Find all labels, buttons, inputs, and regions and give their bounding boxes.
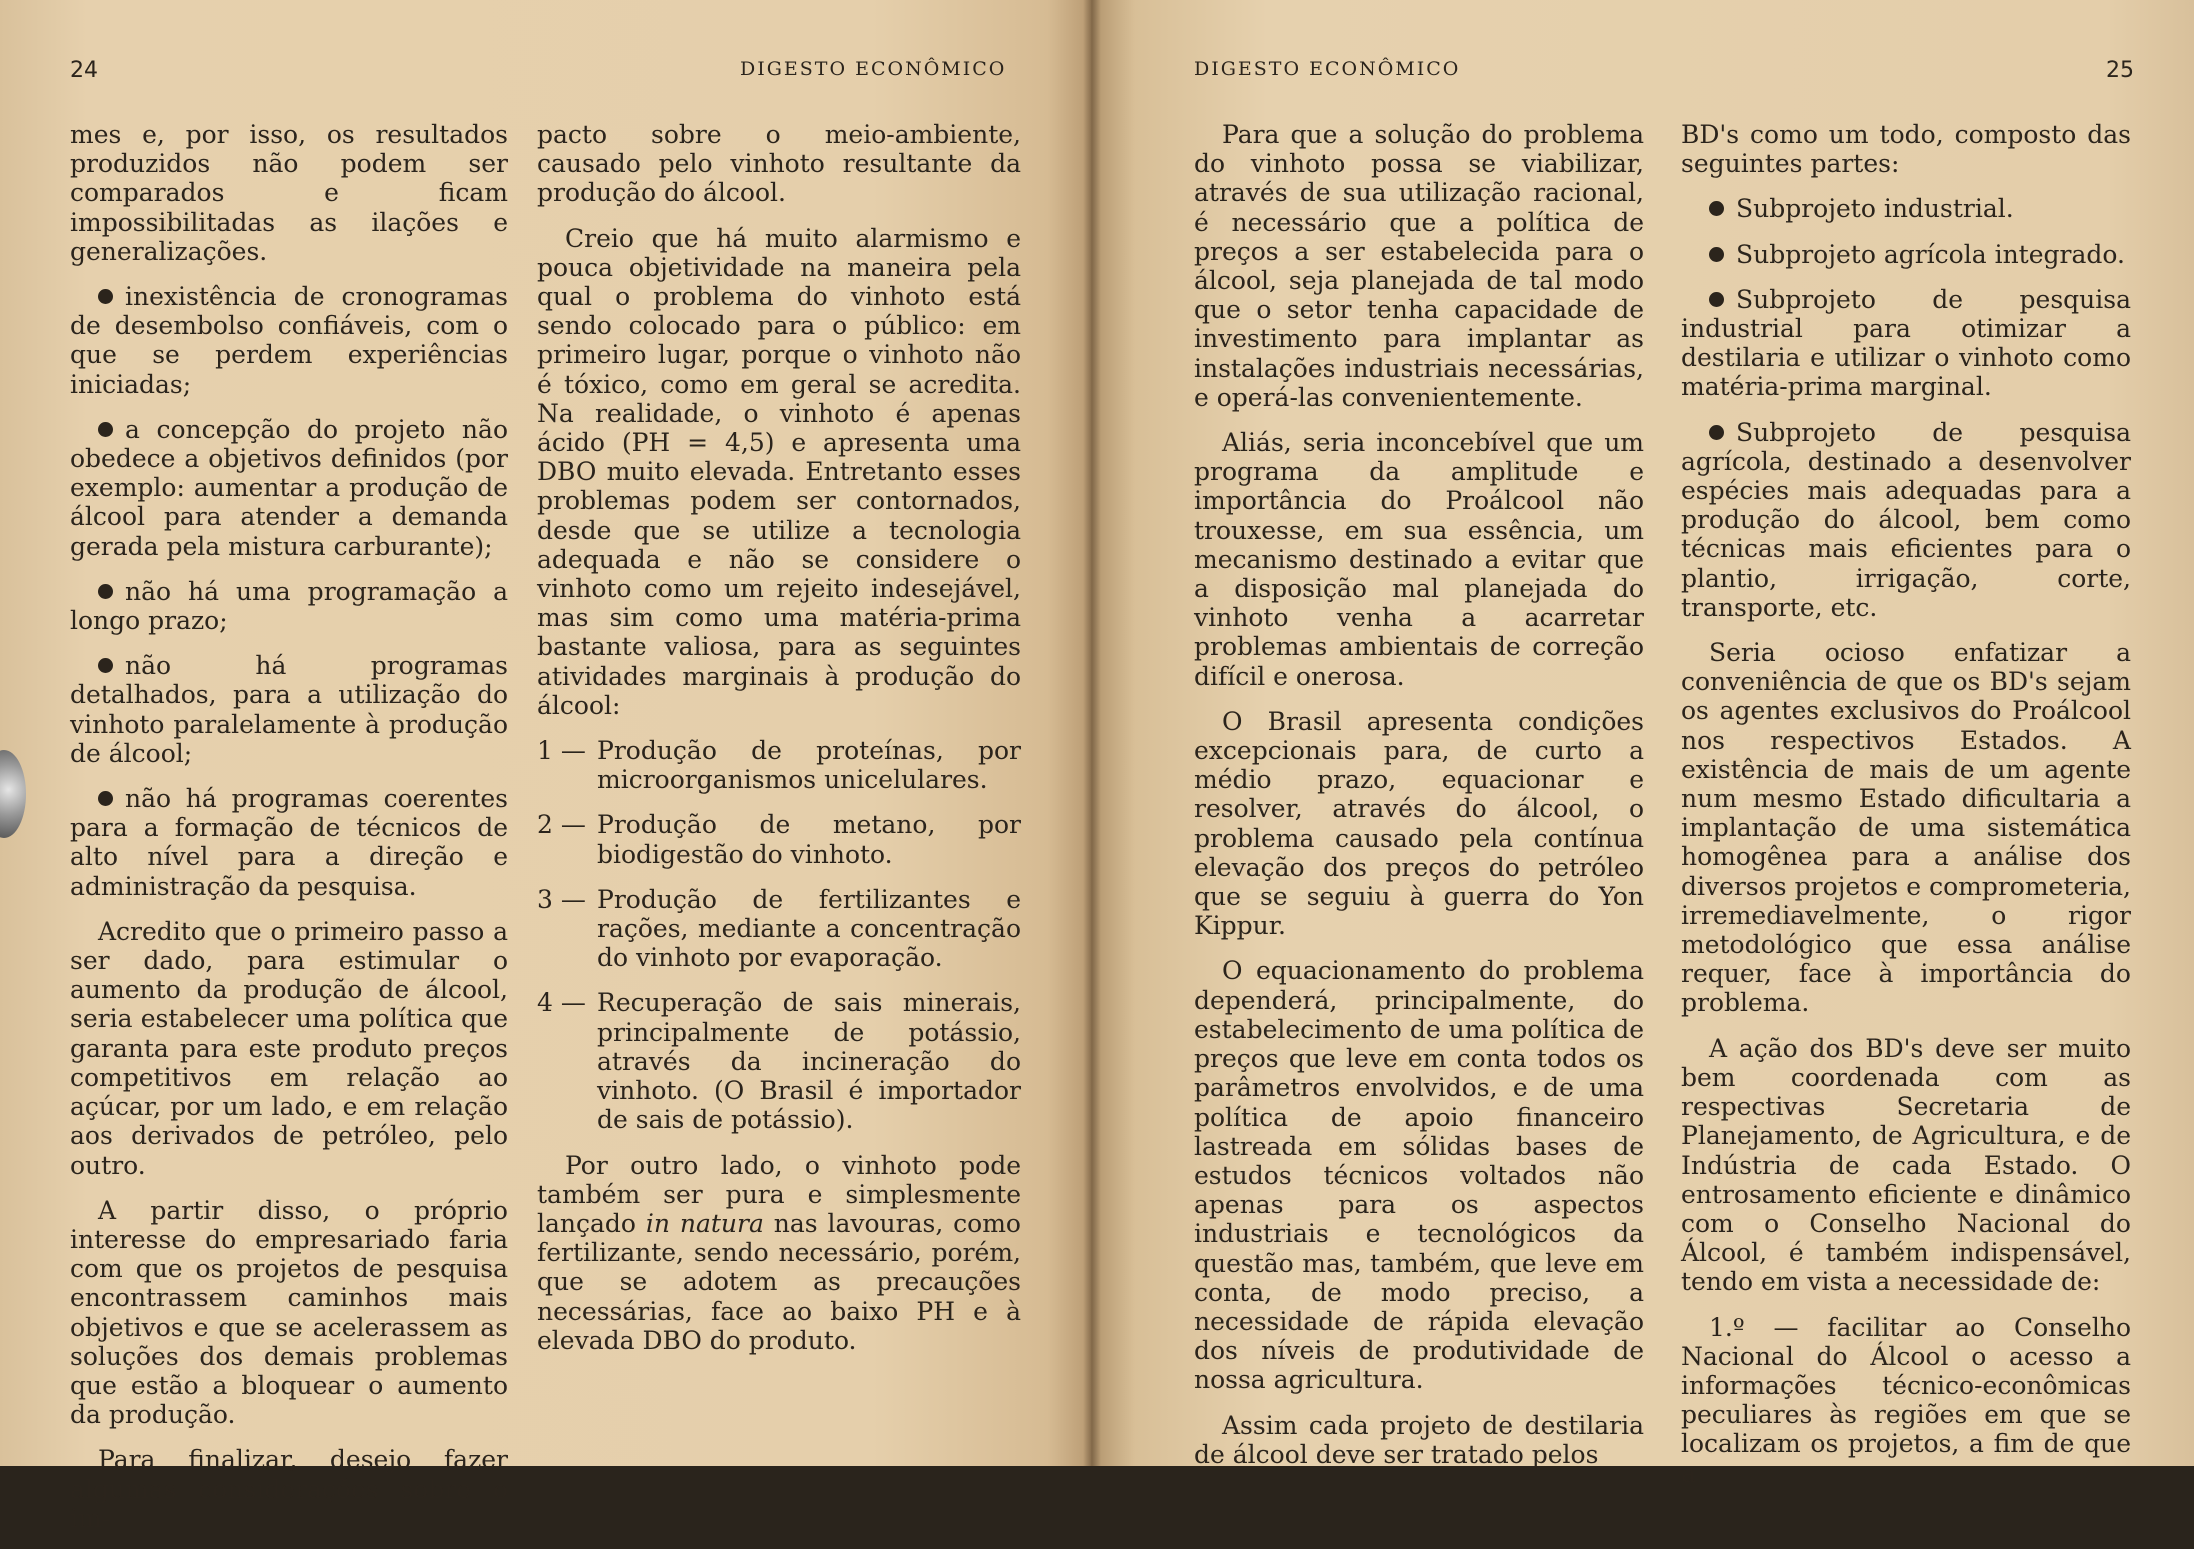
- right-running-title: DIGESTO ECONÔMICO: [1194, 58, 1461, 80]
- bullet-icon: [98, 289, 113, 304]
- item-text: Produção de metano, por biodigestão do vinhoto.: [597, 810, 1021, 869]
- bullet-item: não há programas coerentes para a formação de técnicos de alto nível para a direção e administração da pesquisa.: [70, 784, 508, 901]
- right-page-number: 25: [2106, 58, 2134, 83]
- numbered-item: [537, 736, 1021, 794]
- paragraph: 1.º — facilitar ao Conselho Nacional do Álcool o acesso a informações técnico-econômicas peculiares às regiões em que se localizam os projetos, a fim de que a: [1681, 1312, 2131, 1488]
- italic-term: in natura: [645, 1208, 764, 1238]
- item-text: Produção de fertilizantes e rações, mediante a concentração do vinhoto por evaporação.: [597, 884, 1021, 973]
- left-column-2: [537, 120, 1021, 1371]
- bullet-item: inexistência de cronogramas de desembolso confiáveis, com o que se perdem experiências iniciadas;: [70, 282, 508, 399]
- paragraph: Creio que há muito alarmismo e pouca objetividade na maneira pela qual o problema do vinhoto está sendo colocado para o público: em primeiro lugar, porque o vinhoto não é tóxico, como em geral se acredita. Na realidade, o vinhoto é apenas ácido (PH = 4,5) e apresenta uma DBO muito elevada. Entretanto esses problemas podem ser contornados, desde que se utilize a tecnologia adequada e não se considere o vinhoto como um rejeito indesejável, mas sim como uma matéria-prima bastante valiosa, para as seguintes atividades marginais à produção do álcool:: [537, 223, 1021, 720]
- item-text: Recuperação de sais minerais, principalmente de potássio, através da incineração do vinhoto. (O Brasil é importador de sais de potássio).: [597, 988, 1021, 1135]
- left-running-title: DIGESTO ECONÔMICO: [740, 58, 1007, 80]
- paragraph: Acredito que o primeiro passo a ser dado, para estimular o aumento da produção de álcool, seria estabelecer uma política que garanta para este produto preços competitivos em relação ao açúcar, por um lado, e em relação aos derivados de petróleo, pelo outro.: [70, 916, 508, 1180]
- item-number: 1 —: [537, 736, 586, 766]
- paragraph: A ação dos BD's deve ser muito bem coordenada com as respectivas Secretaria de Planejamento, de Agricultura, e de Indústria de cada Estado. O entrosamento eficiente e dinâmico com o Conselho Nacional do Álcool, é também indispensável, tendo em vista a necessidade de:: [1681, 1033, 2131, 1297]
- paragraph: Para que a solução do problema do vinhoto possa se viabilizar, através de sua utilização racional, é necessário que a política de preços a ser estabelecida para o álcool, seja planejada de tal modo que o setor tenha capacidade de investimento para implantar as instalações industriais necessárias, e operá-las convenientemente.: [1194, 120, 1644, 412]
- bullet-icon: [1709, 425, 1724, 440]
- bullet-item: não há programas detalhados, para a utilização do vinhoto paralelamente à produção de álcool;: [70, 651, 508, 768]
- bullet-icon: [98, 584, 113, 599]
- paragraph: O Brasil apresenta condições excepcionais para, de curto a médio prazo, equacionar e resolver, através do álcool, o problema causado pela contínua elevação dos preços do petróleo que se seguiu à guerra do Yon Kippur.: [1194, 706, 1644, 941]
- left-page: [0, 0, 1091, 1533]
- paragraph: pacto sobre o meio-ambiente, causado pelo vinhoto resultante da produção do álcool.: [537, 120, 1021, 208]
- left-page-number: 24: [70, 58, 98, 83]
- numbered-item: [537, 810, 1021, 868]
- bullet-item: Subprojeto de pesquisa industrial para otimizar a destilaria e utilizar o vinhoto como matéria-prima marginal.: [1681, 284, 2131, 402]
- paragraph: Aliás, seria inconcebível que um programa da amplitude e importância do Proálcool não trouxesse, em sua essência, um mecanismo destinado a evitar que a disposição mal planejada do vinhoto venha a acarretar problemas ambientais de correção difícil e onerosa.: [1194, 428, 1644, 691]
- paragraph: Assim cada projeto de destilaria de álcool deve ser tratado pelos: [1194, 1410, 1644, 1469]
- bullet-icon: [1709, 292, 1724, 307]
- bullet-icon: [1709, 201, 1724, 216]
- right-column-1: [1194, 120, 1644, 1485]
- item-text: Produção de proteínas, por microorganismos unicelulares.: [597, 736, 1021, 795]
- item-number: 3 —: [537, 884, 586, 914]
- paragraph: Seria ocioso enfatizar a conveniência de que os BD's sejam os agentes exclusivos do Proálcool nos respectivos Estados. A existência de mais de um agente num mesmo Estado dificultaria a implantação de uma sistemática homogênea para a análise dos diversos projetos e comprometeria, irremediavelmente, o rigor metodológico que essa análise requer, face à importância do problema.: [1681, 638, 2131, 1018]
- paragraph: Para finalizar, desejo fazer algumas considerações sobre o im-: [70, 1445, 508, 1533]
- right-page: [1091, 0, 2194, 1488]
- book-gutter: [1083, 0, 1101, 1466]
- paragraph: Por outro lado, o vinhoto pode também ser pura e simplesmente lançado in natura nas lavouras, como fertilizante, sendo necessário, porém, que se adotem as precauções necessárias, face ao baixo PH e à elevada DBO do produto.: [537, 1150, 1021, 1355]
- item-number: 2 —: [537, 810, 586, 840]
- bullet-item: não há uma programação a longo prazo;: [70, 576, 508, 636]
- paragraph: A partir disso, o próprio interesse do empresariado faria com que os projetos de pesquisa encontrassem caminhos mais objetivos e que se acelerassem as soluções dos demais problemas que estão a bloquear o aumento da produção.: [70, 1195, 508, 1430]
- bullet-item: Subprojeto de pesquisa agrícola, destinado a desenvolver espécies mais adequadas para a produção do álcool, bem como técnicas mais eficientes para o plantio, irrigação, corte, transporte, etc.: [1681, 417, 2131, 622]
- left-column-1: [70, 120, 508, 1549]
- right-column-2: [1681, 120, 2131, 1504]
- binding-clip: [0, 750, 26, 838]
- numbered-item: [537, 988, 1021, 1134]
- bullet-icon: [98, 658, 113, 673]
- numbered-item: [537, 885, 1021, 973]
- bullet-icon: [1709, 247, 1724, 262]
- paragraph: O equacionamento do problema dependerá, principalmente, do estabelecimento de uma política de preços que leve em conta todos os parâmetros envolvidos, e de uma política de apoio financeiro lastreada em sólidas bases de estudos técnicos voltados não apenas para os aspectos industriais e tecnológicos da questão mas, também, que leve em conta, de modo preciso, a necessidade de rápida elevação dos níveis de produtividade de nossa agricultura.: [1194, 956, 1644, 1395]
- paragraph: BD's como um todo, composto das seguintes partes:: [1681, 120, 2131, 179]
- bullet-icon: [98, 791, 113, 806]
- item-number: 4 —: [537, 988, 586, 1018]
- bullet-icon: [98, 422, 113, 437]
- bullet-item: Subprojeto agrícola integrado.: [1681, 240, 2131, 269]
- bullet-item: Subprojeto industrial.: [1681, 194, 2131, 223]
- bullet-item: a concepção do projeto não obedece a objetivos definidos (por exemplo: aumentar a produção de álcool para atender a demanda gerada pela mistura carburante);: [70, 414, 508, 561]
- paragraph: mes e, por isso, os resultados produzidos não podem ser comparados e ficam impossibilitadas as ilações e generalizações.: [70, 120, 508, 266]
